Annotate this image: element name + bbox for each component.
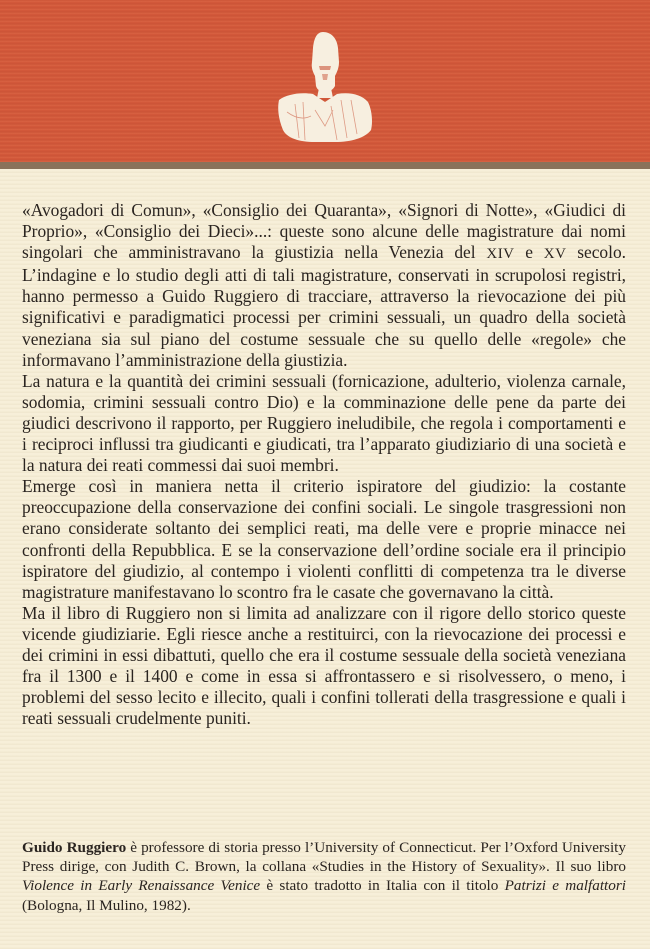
book-title-italian: Patrizi e malfattori — [504, 877, 626, 895]
blurb-paragraph: Ma il libro di Ruggiero non si limita ad analizzare con il rigore dello storico queste vicende giudiziarie. Egli riesce anche a restituirci, con la rievocazione dei processi e dei crimini in essi dibattuti, quello che era il costume sessuale della società veneziana fra il 1300 e il 1400 e come in essa si affrontassero e si risolvessero, o meno, i problemi del sesso lecito e illecito, quali i confini tollerati della trasgressione e quali i reati sessuali crudelmente puniti. — [22, 602, 626, 729]
roman-numeral: XV — [543, 246, 567, 263]
red-cover-band — [0, 0, 650, 162]
blurb-paragraph: La natura e la quantità dei crimini sessuali (fornicazione, adulterio, violenza carnale, sodomia, crimini sessuali contro Dio) e la comminazione delle pene da parte dei giudici descrivono il rapporto, per Ruggiero ineludibile, che regola i comportamenti e i reciproci influssi tra giudicanti e giudicati, tra l’apparato giudiziario di una società e la natura dei reati commessi dai suoi membri. — [22, 370, 626, 476]
blurb-paragraph — [22, 200, 626, 371]
bio-text: (Bologna, Il Mulino, 1982). — [22, 896, 191, 914]
bio-text: è stato tradotto in Italia con il titolo — [260, 877, 505, 895]
blurb-paragraph: Emerge così in maniera netta il criterio ispiratore del giudizio: la costante preoccupazione della conservazione dei confini sociali. Le singole trasgressioni non erano considerate soltanto dei semplici reati, ma delle vere e proprie minacce nei confronti della Repubblica. E se la conservazione dell’ordine sociale era il principio ispiratore del giudizio, al contempo i violenti conflitti di competenza tra le diverse magistrature manifestavano lo scontro fra le casate che governavano la città. — [22, 476, 626, 602]
cover-divider-strip — [0, 162, 650, 169]
bio-text: è professore di storia presso l’University of Connecticut. Per l’Oxford University Press dirige, con Judith C. Brown, la collana «Studies in the History of Sexuality». Il suo libro — [22, 839, 626, 876]
author-name: Guido Ruggiero — [22, 839, 127, 856]
paragraph-text: secolo. L’indagine e lo studio degli atti di tali magistrature, conservati in scrupolosi registri, hanno permesso a Guido Ruggiero di tracciare, attraverso la rievocazione dei più significativi e paradigmatici processi per crimini sessuali, un quadro della società veneziana sia sul piano del costume sessuale che su quello delle «regole» che informavano l’amministrazione della giustizia. — [22, 242, 626, 370]
paragraph-text: «Avogadori di Comun», «Consiglio dei Quaranta», «Signori di Notte», «Giudici di Proprio», «Consiglio dei Dieci»...: queste sono alcune delle magistrature dai nomi singolari che amministravano la giustizia nella Venezia del — [22, 200, 626, 263]
blurb-body — [22, 200, 626, 729]
author-bio — [22, 838, 626, 915]
roman-numeral: XIV — [486, 246, 515, 263]
book-title-english: Violence in Early Renaissance Venice — [22, 877, 261, 895]
paragraph-text: e — [514, 242, 544, 263]
classical-bust-icon — [275, 30, 375, 145]
